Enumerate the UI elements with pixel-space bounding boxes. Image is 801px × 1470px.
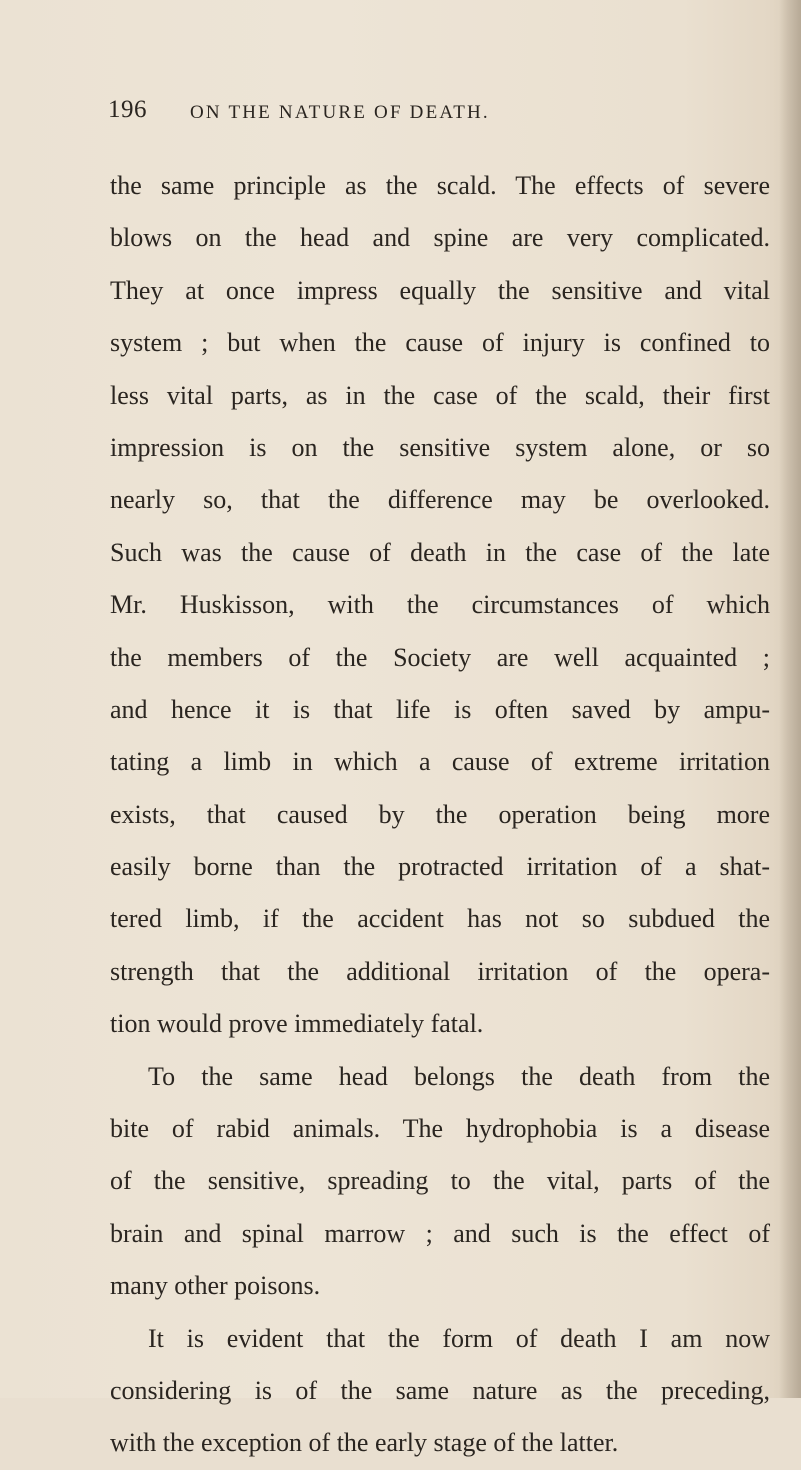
text-line: nearly so, that the difference may be overlooked. bbox=[110, 485, 770, 515]
text-line: of the sensitive, spreading to the vital, parts of the bbox=[110, 1166, 770, 1196]
text-line: bite of rabid animals. The hydrophobia is a disease bbox=[110, 1114, 770, 1144]
text-line: and hence it is that life is often saved by ampu- bbox=[110, 694, 770, 724]
page-header bbox=[108, 96, 768, 136]
text-line: blows on the head and spine are very complicated. bbox=[110, 223, 770, 253]
page-number: 196 bbox=[108, 96, 147, 123]
text-line: They at once impress equally the sensitive and vital bbox=[110, 275, 770, 305]
running-title: ON THE NATURE OF DEATH. bbox=[190, 102, 490, 123]
text-line: brain and spinal marrow ; and such is the effect of bbox=[110, 1218, 770, 1248]
paragraph-1 bbox=[110, 160, 770, 1051]
text-line: many other poisons. bbox=[110, 1271, 321, 1301]
text-line: Mr. Huskisson, with the circumstances of which bbox=[110, 590, 770, 620]
paragraph-2 bbox=[110, 1051, 770, 1313]
text-line: Such was the cause of death in the case of the late bbox=[110, 537, 770, 567]
text-line: easily borne than the protracted irritation of a shat- bbox=[110, 852, 770, 882]
page-edge-shadow bbox=[779, 0, 801, 1398]
text-line: less vital parts, as in the case of the scald, their first bbox=[110, 380, 770, 410]
text-line: the same principle as the scald. The effects of severe bbox=[110, 171, 770, 200]
text-line: system ; but when the cause of injury is confined to bbox=[110, 328, 770, 358]
body-text bbox=[110, 160, 770, 1470]
text-line: tating a limb in which a cause of extreme irritation bbox=[110, 747, 770, 777]
text-line: considering is of the same nature as the preceding, bbox=[110, 1375, 770, 1405]
text-line: with the exception of the early stage of the latter. bbox=[110, 1428, 619, 1458]
paragraph-3 bbox=[110, 1313, 770, 1470]
text-line: To the same head belongs the death from the bbox=[148, 1061, 770, 1091]
text-line: It is evident that the form of death I am now bbox=[148, 1323, 770, 1353]
text-line: tion would prove immediately fatal. bbox=[110, 1009, 484, 1039]
text-line: tered limb, if the accident has not so subdued the bbox=[110, 904, 770, 934]
text-line: impression is on the sensitive system alone, or so bbox=[110, 432, 770, 462]
text-line: strength that the additional irritation of the opera- bbox=[110, 956, 770, 986]
text-line: exists, that caused by the operation being more bbox=[110, 799, 770, 829]
text-line: the members of the Society are well acquainted ; bbox=[110, 642, 770, 672]
